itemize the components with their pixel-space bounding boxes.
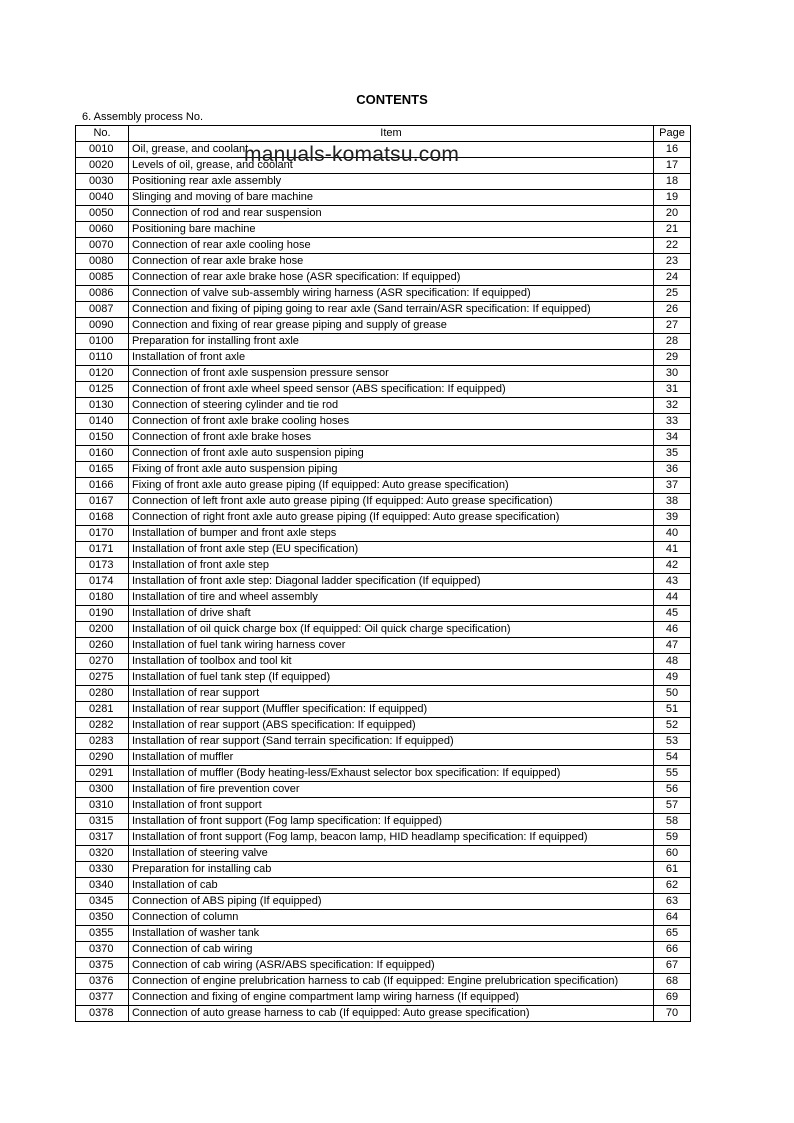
row-item: Installation of fuel tank step (If equipped)	[129, 670, 654, 686]
table-row	[76, 638, 691, 654]
table-row	[76, 206, 691, 222]
contents-table	[75, 125, 691, 1022]
table-row	[76, 830, 691, 846]
row-page: 52	[654, 718, 691, 734]
row-number: 0330	[76, 862, 129, 878]
table-row	[76, 718, 691, 734]
row-item: Positioning bare machine	[129, 222, 654, 238]
table-row	[76, 606, 691, 622]
row-number: 0270	[76, 654, 129, 670]
row-item: Connection of column	[129, 910, 654, 926]
table-row	[76, 286, 691, 302]
row-number: 0110	[76, 350, 129, 366]
row-page: 63	[654, 894, 691, 910]
row-page: 37	[654, 478, 691, 494]
row-number: 0168	[76, 510, 129, 526]
row-page: 35	[654, 446, 691, 462]
row-item: Connection and fixing of piping going to rear axle (Sand terrain/ASR specification: If equipped)	[129, 302, 654, 318]
table-row	[76, 798, 691, 814]
row-page: 38	[654, 494, 691, 510]
row-page: 70	[654, 1006, 691, 1022]
row-number: 0275	[76, 670, 129, 686]
row-number: 0180	[76, 590, 129, 606]
row-number: 0355	[76, 926, 129, 942]
row-page: 46	[654, 622, 691, 638]
row-page: 36	[654, 462, 691, 478]
row-page: 58	[654, 814, 691, 830]
row-item: Connection of ABS piping (If equipped)	[129, 894, 654, 910]
row-page: 51	[654, 702, 691, 718]
row-page: 22	[654, 238, 691, 254]
row-item: Connection of front axle brake hoses	[129, 430, 654, 446]
row-item: Installation of front axle	[129, 350, 654, 366]
row-page: 16	[654, 142, 691, 158]
row-number: 0100	[76, 334, 129, 350]
row-item: Slinging and moving of bare machine	[129, 190, 654, 206]
row-item: Connection of left front axle auto grease piping (If equipped: Auto grease specification)	[129, 494, 654, 510]
row-item: Installation of rear support (Sand terrain specification: If equipped)	[129, 734, 654, 750]
row-number: 0140	[76, 414, 129, 430]
row-page: 39	[654, 510, 691, 526]
table-row	[76, 814, 691, 830]
row-item: Connection of cab wiring	[129, 942, 654, 958]
row-page: 60	[654, 846, 691, 862]
table-row	[76, 942, 691, 958]
row-page: 53	[654, 734, 691, 750]
table-row	[76, 702, 691, 718]
row-item: Connection of rod and rear suspension	[129, 206, 654, 222]
table-row	[76, 190, 691, 206]
row-number: 0350	[76, 910, 129, 926]
row-item: Connection of valve sub-assembly wiring harness (ASR specification: If equipped)	[129, 286, 654, 302]
row-page: 32	[654, 398, 691, 414]
table-row	[76, 910, 691, 926]
row-page: 30	[654, 366, 691, 382]
row-number: 0290	[76, 750, 129, 766]
row-item: Installation of oil quick charge box (If equipped: Oil quick charge specification)	[129, 622, 654, 638]
table-row	[76, 622, 691, 638]
table-row	[76, 238, 691, 254]
table-row	[76, 222, 691, 238]
row-page: 68	[654, 974, 691, 990]
table-row	[76, 334, 691, 350]
row-item: Preparation for installing cab	[129, 862, 654, 878]
table-row	[76, 414, 691, 430]
row-page: 44	[654, 590, 691, 606]
row-page: 24	[654, 270, 691, 286]
row-item: Connection of front axle suspension pressure sensor	[129, 366, 654, 382]
table-row	[76, 654, 691, 670]
row-page: 61	[654, 862, 691, 878]
row-item: Installation of front axle step	[129, 558, 654, 574]
row-page: 29	[654, 350, 691, 366]
table-row	[76, 686, 691, 702]
header-page: Page	[654, 126, 691, 142]
row-page: 34	[654, 430, 691, 446]
row-number: 0315	[76, 814, 129, 830]
table-row	[76, 270, 691, 286]
row-number: 0317	[76, 830, 129, 846]
row-page: 59	[654, 830, 691, 846]
row-item: Installation of front support (Fog lamp, beacon lamp, HID headlamp specification: If equipped)	[129, 830, 654, 846]
row-number: 0060	[76, 222, 129, 238]
table-row	[76, 734, 691, 750]
row-number: 0085	[76, 270, 129, 286]
table-row	[76, 254, 691, 270]
row-page: 54	[654, 750, 691, 766]
row-number: 0281	[76, 702, 129, 718]
row-item: Installation of washer tank	[129, 926, 654, 942]
row-item: Connection of steering cylinder and tie rod	[129, 398, 654, 414]
row-page: 21	[654, 222, 691, 238]
row-number: 0030	[76, 174, 129, 190]
row-number: 0086	[76, 286, 129, 302]
row-number: 0283	[76, 734, 129, 750]
row-number: 0200	[76, 622, 129, 638]
row-page: 40	[654, 526, 691, 542]
row-page: 33	[654, 414, 691, 430]
row-item: Installation of fire prevention cover	[129, 782, 654, 798]
row-item: Connection of rear axle brake hose	[129, 254, 654, 270]
row-page: 20	[654, 206, 691, 222]
table-row	[76, 750, 691, 766]
row-number: 0376	[76, 974, 129, 990]
row-page: 23	[654, 254, 691, 270]
row-page: 62	[654, 878, 691, 894]
row-item: Connection of front axle wheel speed sensor (ABS specification: If equipped)	[129, 382, 654, 398]
table-row	[76, 462, 691, 478]
row-item: Installation of muffler (Body heating-less/Exhaust selector box specification: If equipped)	[129, 766, 654, 782]
row-number: 0282	[76, 718, 129, 734]
row-page: 49	[654, 670, 691, 686]
row-item: Levels of oil, grease, and coolant	[129, 158, 654, 174]
table-row	[76, 974, 691, 990]
row-page: 28	[654, 334, 691, 350]
row-number: 0173	[76, 558, 129, 574]
row-item: Installation of rear support (Muffler specification: If equipped)	[129, 702, 654, 718]
table-row	[76, 542, 691, 558]
table-row	[76, 158, 691, 174]
row-number: 0165	[76, 462, 129, 478]
row-number: 0378	[76, 1006, 129, 1022]
row-number: 0150	[76, 430, 129, 446]
row-number: 0310	[76, 798, 129, 814]
table-row	[76, 590, 691, 606]
row-page: 26	[654, 302, 691, 318]
row-number: 0167	[76, 494, 129, 510]
row-number: 0125	[76, 382, 129, 398]
table-row	[76, 142, 691, 158]
row-number: 0375	[76, 958, 129, 974]
row-number: 0280	[76, 686, 129, 702]
row-item: Oil, grease, and coolant	[129, 142, 654, 158]
section-heading: 6. Assembly process No.	[82, 111, 204, 123]
row-number: 0260	[76, 638, 129, 654]
row-number: 0377	[76, 990, 129, 1006]
watermark: manuals-komatsu.com	[244, 143, 460, 166]
table-row	[76, 510, 691, 526]
table-row	[76, 766, 691, 782]
row-item: Installation of bumper and front axle steps	[129, 526, 654, 542]
table-row	[76, 558, 691, 574]
table-row	[76, 350, 691, 366]
row-number: 0174	[76, 574, 129, 590]
row-page: 43	[654, 574, 691, 590]
row-page: 64	[654, 910, 691, 926]
row-number: 0090	[76, 318, 129, 334]
row-item: Connection of rear axle cooling hose	[129, 238, 654, 254]
row-page: 57	[654, 798, 691, 814]
table-row	[76, 1006, 691, 1022]
row-number: 0345	[76, 894, 129, 910]
row-number: 0050	[76, 206, 129, 222]
row-item: Connection of engine prelubrication harness to cab (If equipped: Engine prelubrication specification)	[129, 974, 654, 990]
row-number: 0160	[76, 446, 129, 462]
row-item: Installation of front axle step (EU specification)	[129, 542, 654, 558]
row-number: 0170	[76, 526, 129, 542]
table-row	[76, 302, 691, 318]
row-item: Installation of front support	[129, 798, 654, 814]
table-row	[76, 878, 691, 894]
table-row	[76, 990, 691, 1006]
row-item: Installation of drive shaft	[129, 606, 654, 622]
row-item: Connection of front axle auto suspension piping	[129, 446, 654, 462]
table-row	[76, 318, 691, 334]
row-page: 48	[654, 654, 691, 670]
row-number: 0070	[76, 238, 129, 254]
row-page: 50	[654, 686, 691, 702]
row-number: 0010	[76, 142, 129, 158]
header-item: Item	[129, 126, 654, 142]
row-page: 17	[654, 158, 691, 174]
table-row	[76, 398, 691, 414]
row-item: Installation of steering valve	[129, 846, 654, 862]
row-number: 0020	[76, 158, 129, 174]
row-page: 65	[654, 926, 691, 942]
row-number: 0040	[76, 190, 129, 206]
table-row	[76, 862, 691, 878]
table-row	[76, 494, 691, 510]
row-page: 55	[654, 766, 691, 782]
row-number: 0370	[76, 942, 129, 958]
table-row	[76, 478, 691, 494]
table-row	[76, 574, 691, 590]
row-item: Installation of front support (Fog lamp specification: If equipped)	[129, 814, 654, 830]
row-item: Connection of right front axle auto grease piping (If equipped: Auto grease specification)	[129, 510, 654, 526]
row-number: 0120	[76, 366, 129, 382]
row-item: Installation of rear support (ABS specification: If equipped)	[129, 718, 654, 734]
row-number: 0300	[76, 782, 129, 798]
row-number: 0166	[76, 478, 129, 494]
row-page: 19	[654, 190, 691, 206]
row-item: Positioning rear axle assembly	[129, 174, 654, 190]
table-row	[76, 782, 691, 798]
row-item: Connection and fixing of engine compartment lamp wiring harness (If equipped)	[129, 990, 654, 1006]
table-row	[76, 926, 691, 942]
row-number: 0320	[76, 846, 129, 862]
row-item: Fixing of front axle auto grease piping (If equipped: Auto grease specification)	[129, 478, 654, 494]
row-item: Connection and fixing of rear grease piping and supply of grease	[129, 318, 654, 334]
table-row	[76, 846, 691, 862]
row-page: 56	[654, 782, 691, 798]
table-row	[76, 670, 691, 686]
row-page: 66	[654, 942, 691, 958]
table-row	[76, 894, 691, 910]
row-page: 18	[654, 174, 691, 190]
row-item: Installation of fuel tank wiring harness cover	[129, 638, 654, 654]
table-header-row	[76, 126, 691, 142]
row-item: Installation of muffler	[129, 750, 654, 766]
page-title: CONTENTS	[356, 92, 428, 107]
row-page: 45	[654, 606, 691, 622]
row-number: 0340	[76, 878, 129, 894]
row-page: 69	[654, 990, 691, 1006]
row-number: 0080	[76, 254, 129, 270]
row-page: 47	[654, 638, 691, 654]
row-page: 42	[654, 558, 691, 574]
row-item: Installation of cab	[129, 878, 654, 894]
row-item: Installation of front axle step: Diagonal ladder specification (If equipped)	[129, 574, 654, 590]
row-page: 31	[654, 382, 691, 398]
table-row	[76, 526, 691, 542]
row-number: 0190	[76, 606, 129, 622]
row-item: Connection of auto grease harness to cab (If equipped: Auto grease specification)	[129, 1006, 654, 1022]
row-page: 27	[654, 318, 691, 334]
row-number: 0130	[76, 398, 129, 414]
table-row	[76, 430, 691, 446]
row-number: 0291	[76, 766, 129, 782]
header-no: No.	[76, 126, 129, 142]
row-item: Installation of rear support	[129, 686, 654, 702]
row-item: Preparation for installing front axle	[129, 334, 654, 350]
row-item: Fixing of front axle auto suspension piping	[129, 462, 654, 478]
row-item: Installation of tire and wheel assembly	[129, 590, 654, 606]
row-page: 41	[654, 542, 691, 558]
row-page: 67	[654, 958, 691, 974]
table-row	[76, 366, 691, 382]
table-row	[76, 446, 691, 462]
row-number: 0171	[76, 542, 129, 558]
row-item: Connection of rear axle brake hose (ASR specification: If equipped)	[129, 270, 654, 286]
row-number: 0087	[76, 302, 129, 318]
table-row	[76, 382, 691, 398]
row-item: Installation of toolbox and tool kit	[129, 654, 654, 670]
row-item: Connection of cab wiring (ASR/ABS specification: If equipped)	[129, 958, 654, 974]
table-row	[76, 174, 691, 190]
table-row	[76, 958, 691, 974]
row-page: 25	[654, 286, 691, 302]
row-item: Connection of front axle brake cooling hoses	[129, 414, 654, 430]
